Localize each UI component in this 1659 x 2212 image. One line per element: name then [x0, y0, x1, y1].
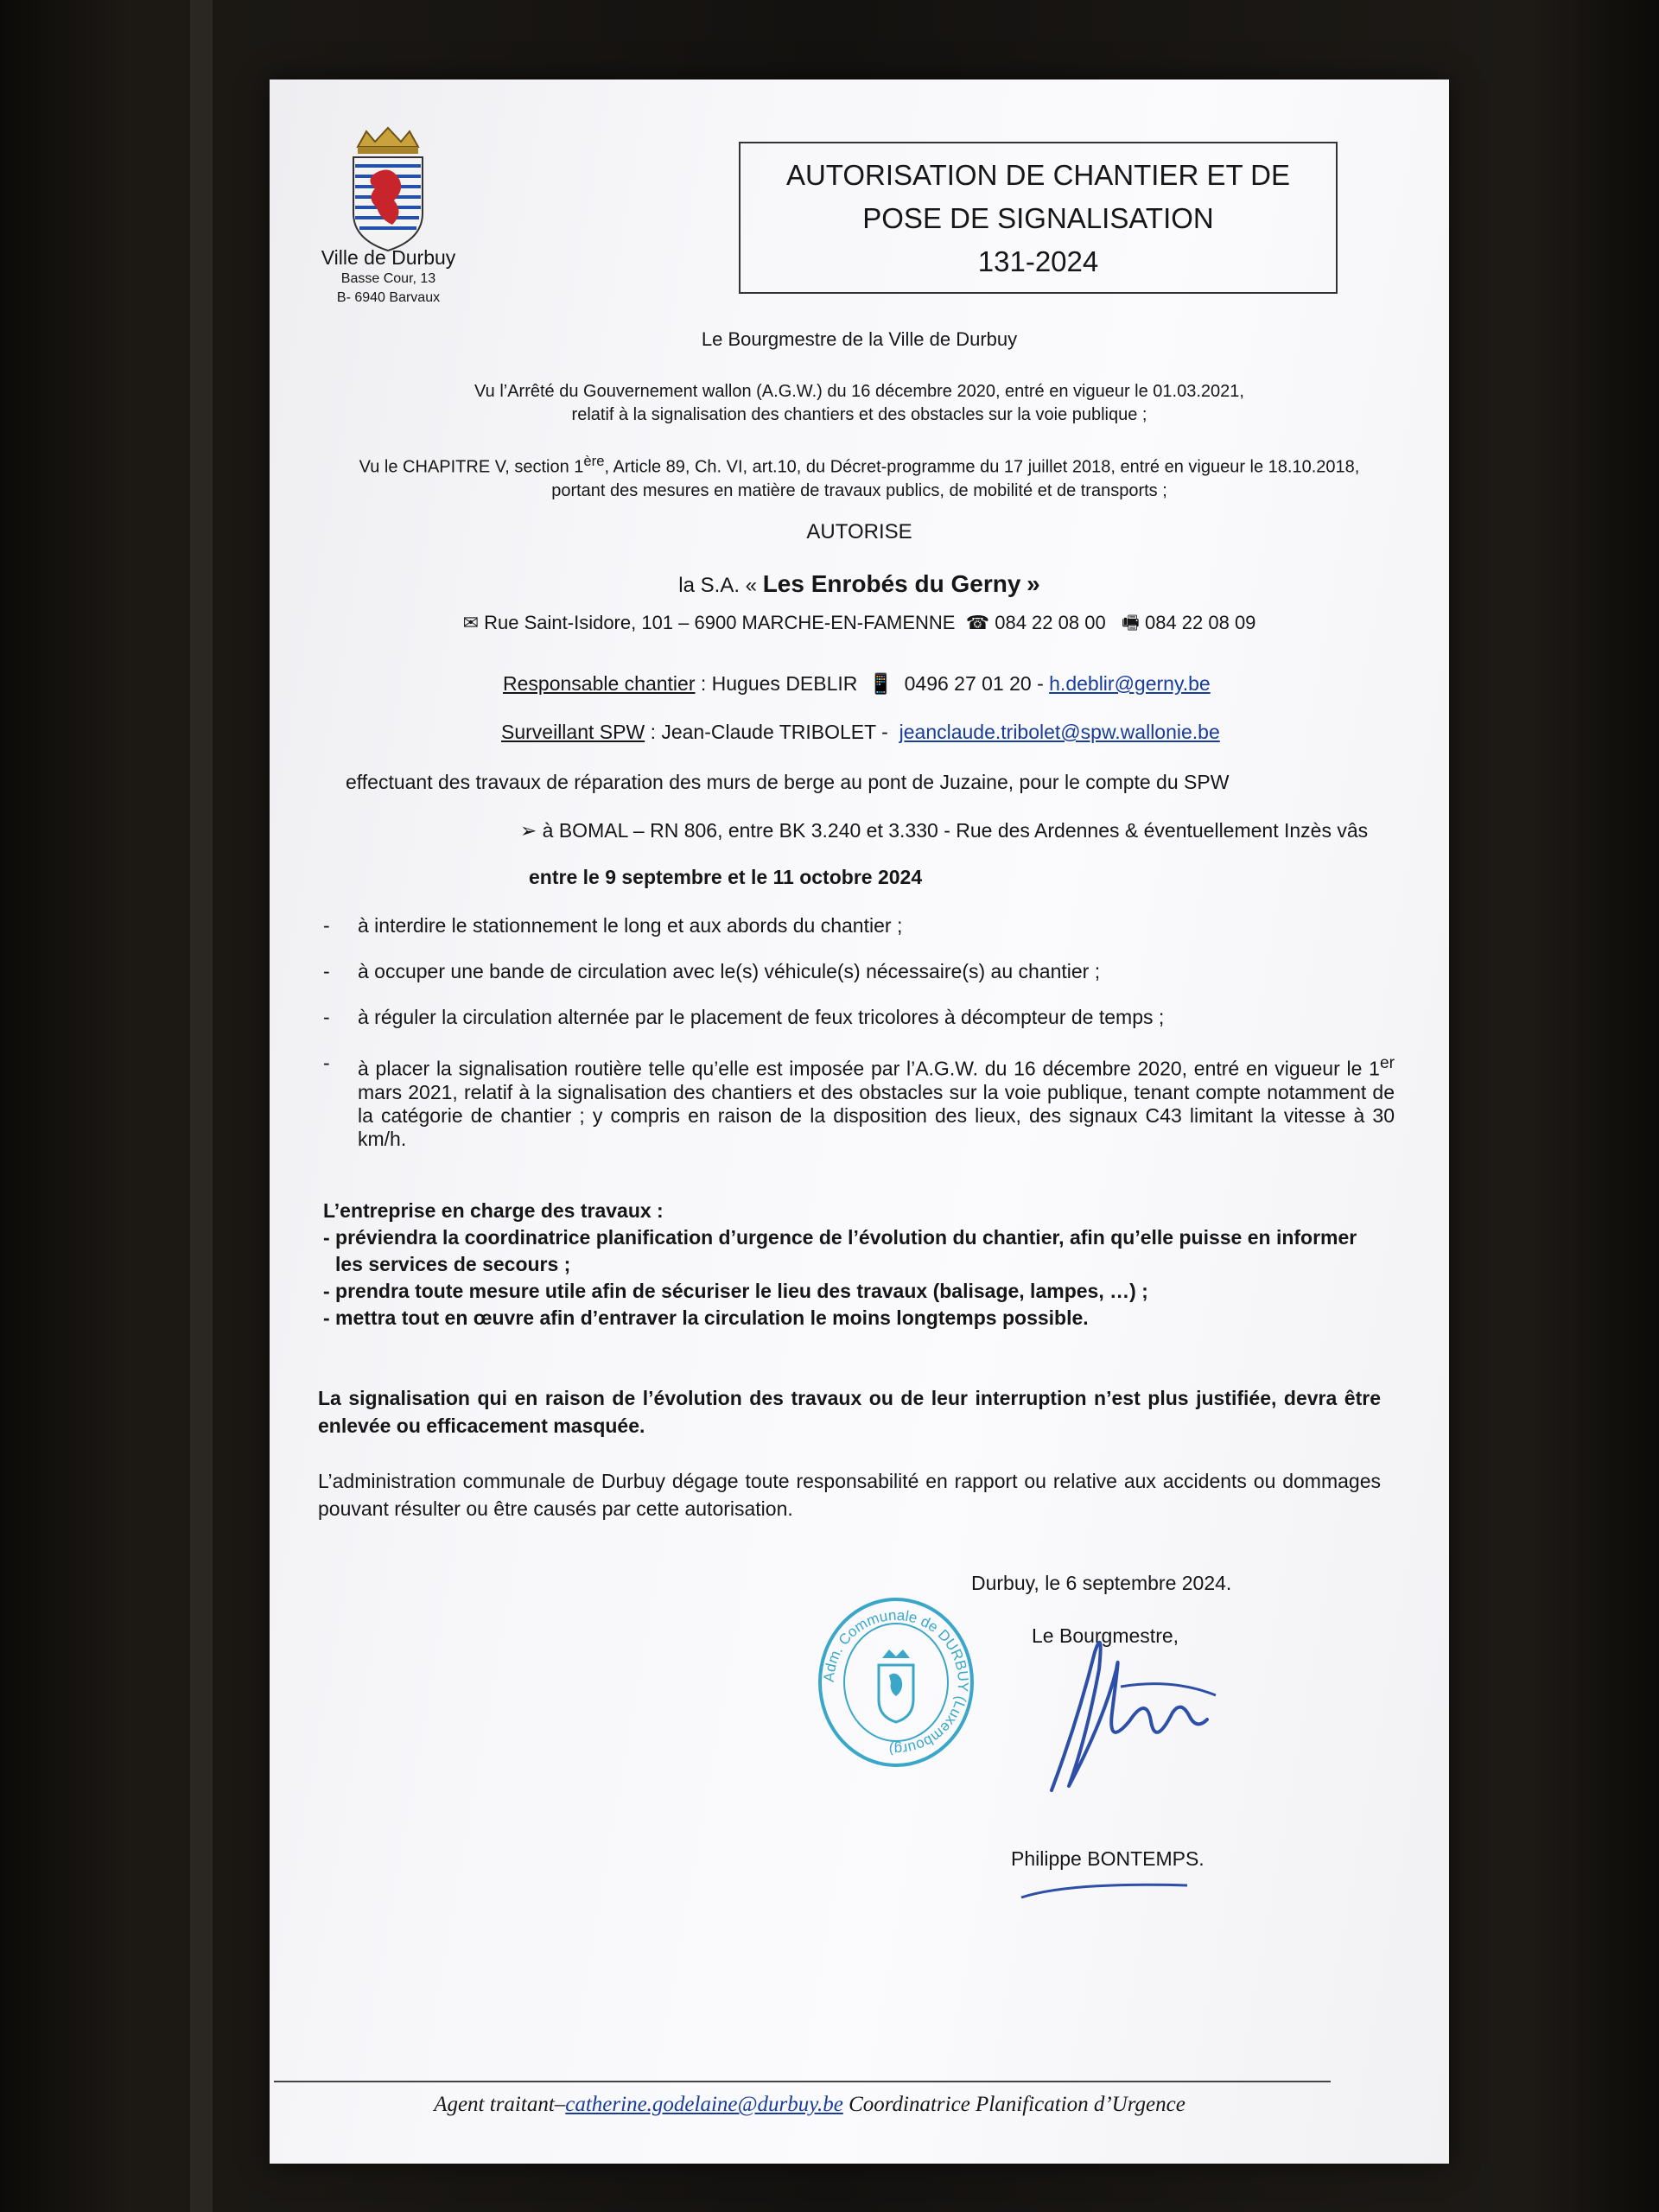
document-title-box: [739, 142, 1338, 294]
company-contact-line: [270, 610, 1449, 636]
measure-item: [323, 1052, 1395, 1151]
measure-item: - à interdire le stationnement le long et aux abords du chantier ;: [323, 914, 1395, 938]
measure-item: - à réguler la circulation alternée par le placement de feux tricolores à décompteur de temps ;: [323, 1006, 1395, 1029]
obligation-item: - mettra tout en œuvre afin d’entraver la circulation le moins longtemps possible.: [323, 1306, 1089, 1329]
municipality-address-line1: Basse Cour, 13: [340, 271, 436, 286]
company-prefix: la S.A. «: [678, 574, 758, 597]
footer-divider: [274, 2081, 1331, 2082]
supervisor-label: Surveillant SPW: [501, 721, 645, 743]
obligations-block: [323, 1198, 1382, 1332]
authorization-document: [270, 79, 1449, 2164]
footer-prefix: Agent traitant–: [434, 2093, 566, 2116]
municipality-name: Ville de Durbuy: [321, 246, 456, 269]
mail-icon: ✉: [462, 612, 480, 633]
site-manager-label: Responsable chantier: [503, 672, 696, 695]
signage-removal-notice: La signalisation qui en raison de l’évolution des travaux ou de leur interruption n’est plus justifiée, devra être enlevée ou efficacement masquée.: [318, 1387, 1381, 1437]
consideration-decree: [270, 449, 1449, 503]
site-manager-email-link[interactable]: h.deblir@gerny.be: [1049, 672, 1211, 695]
decision-label: AUTORISE: [806, 520, 912, 543]
mobile-phone-icon: 📱: [868, 672, 893, 695]
company-address: Rue Saint-Isidore, 101 – 6900 MARCHE-EN-FAMENNE: [484, 612, 956, 633]
measures-list: [323, 914, 1395, 1173]
signatory-role: Le Bourgmestre,: [1032, 1624, 1179, 1647]
municipal-stamp-icon: [810, 1596, 982, 1769]
company-suffix: »: [1027, 570, 1040, 597]
phone-icon: ☎: [965, 612, 990, 633]
works-description: effectuant des travaux de réparation des murs de berge au pont de Juzaine, pour le compte du SPW: [346, 771, 1230, 793]
site-manager-name: : Hugues DEBLIR: [700, 672, 858, 695]
supervisor-name: : Jean-Claude TRIBOLET -: [650, 721, 888, 743]
decree-superscript: ère: [583, 453, 605, 469]
obligation-item: - prendra toute mesure utile afin de sécuriser le lieu des travaux (balisage, lampes, …) ;: [323, 1280, 1148, 1302]
measure-item: - à occuper une bande de circulation avec le(s) véhicule(s) nécessaire(s) au chantier ;: [323, 960, 1395, 983]
measure-superscript: er: [1379, 1054, 1395, 1072]
site-manager-line: [503, 672, 1211, 696]
signature-place-date: Durbuy, le 6 septembre 2024.: [971, 1572, 1232, 1594]
works-period: entre le 9 septembre et le 11 octobre 2024: [529, 866, 923, 888]
decree-article-text: , Article 89, Ch. VI, art.10, du Décret-programme du 17 juillet 2018, entré en vigueur le 18.10.2018,: [604, 457, 1360, 477]
municipality-address-line2: B- 6940 Barvaux: [336, 290, 441, 305]
consideration-decree-line1: [270, 449, 1449, 480]
footer-email-link[interactable]: catherine.godelaine@durbuy.be: [565, 2093, 843, 2116]
stamp-text: Adm. Communale de DURBUY (Luxembourg): [820, 1606, 972, 1758]
municipality-block: [287, 245, 490, 308]
consideration-decree-line2: portant des mesures en matière de travaux publics, de mobilité et de transports ;: [551, 480, 1167, 500]
obligation-item: - préviendra la coordinatrice planification d’urgence de l’évolution du chantier, afin qu’elle puisse en informer les services de secours ;: [323, 1226, 1357, 1275]
fax-icon: 🖷: [1122, 612, 1140, 633]
consideration-agw: [270, 380, 1449, 427]
company-fax: 084 22 08 09: [1144, 612, 1256, 633]
supervisor-line: [501, 721, 1220, 744]
authorization-number: 131-2024: [977, 245, 1099, 277]
supervisor-email-link[interactable]: jeanclaude.tribolet@spw.wallonie.be: [899, 721, 1220, 743]
liability-disclaimer: L’administration communale de Durbuy dégage toute responsabilité en rapport ou relative aux accidents ou dommages pouvant résulter ou être causés par cette autorisation.: [318, 1470, 1381, 1520]
works-location: ➢ à BOMAL – RN 806, entre BK 3.240 et 3.330 - Rue des Ardennes & éventuellement Inzès vâs: [520, 819, 1369, 842]
display-frame: [190, 0, 213, 2212]
footer: [270, 2093, 1350, 2117]
signature-underline-icon: [1018, 1877, 1191, 1903]
measure-signage-text-b: mars 2021, relatif à la signalisation des chantiers et des obstacles sur la voie publique, tenant compte notamment de la catégorie de chantier ; y compris en raison de la disposition des lieux, des signaux C43 limitant la vitesse à 30 km/h.: [358, 1080, 1395, 1150]
measure-signage-text-a: à placer la signalisation routière telle qu’elle est imposée par l’A.G.W. du 16 décembre 2020, entré en vigueur le 1: [358, 1057, 1380, 1080]
footer-suffix: Coordinatrice Planification d’Urgence: [842, 2093, 1185, 2116]
decree-section-text: Vu le CHAPITRE V, section 1: [359, 457, 584, 477]
obligations-heading: L’entreprise en charge des travaux :: [323, 1199, 664, 1222]
title-line1: AUTORISATION DE CHANTIER ET DE: [785, 159, 1291, 191]
consideration-agw-line1: Vu l’Arrêté du Gouvernement wallon (A.G.W.) du 16 décembre 2020, entré en vigueur le 01.03.2021,: [474, 382, 1244, 401]
site-manager-mobile: 0496 27 01 20 -: [904, 672, 1044, 695]
title-line2: POSE DE SIGNALISATION: [862, 202, 1214, 234]
issuing-authority: Le Bourgmestre de la Ville de Durbuy: [701, 328, 1018, 350]
signatory-name: Philippe BONTEMPS.: [1011, 1847, 1205, 1870]
company-phone: 084 22 08 00: [995, 612, 1106, 633]
handwritten-signature-icon: [1000, 1618, 1259, 1816]
company-name: Les Enrobés du Gerny: [762, 570, 1021, 597]
company-line: [270, 570, 1449, 598]
consideration-agw-line2: relatif à la signalisation des chantiers et des obstacles sur la voie publique ;: [571, 405, 1147, 424]
